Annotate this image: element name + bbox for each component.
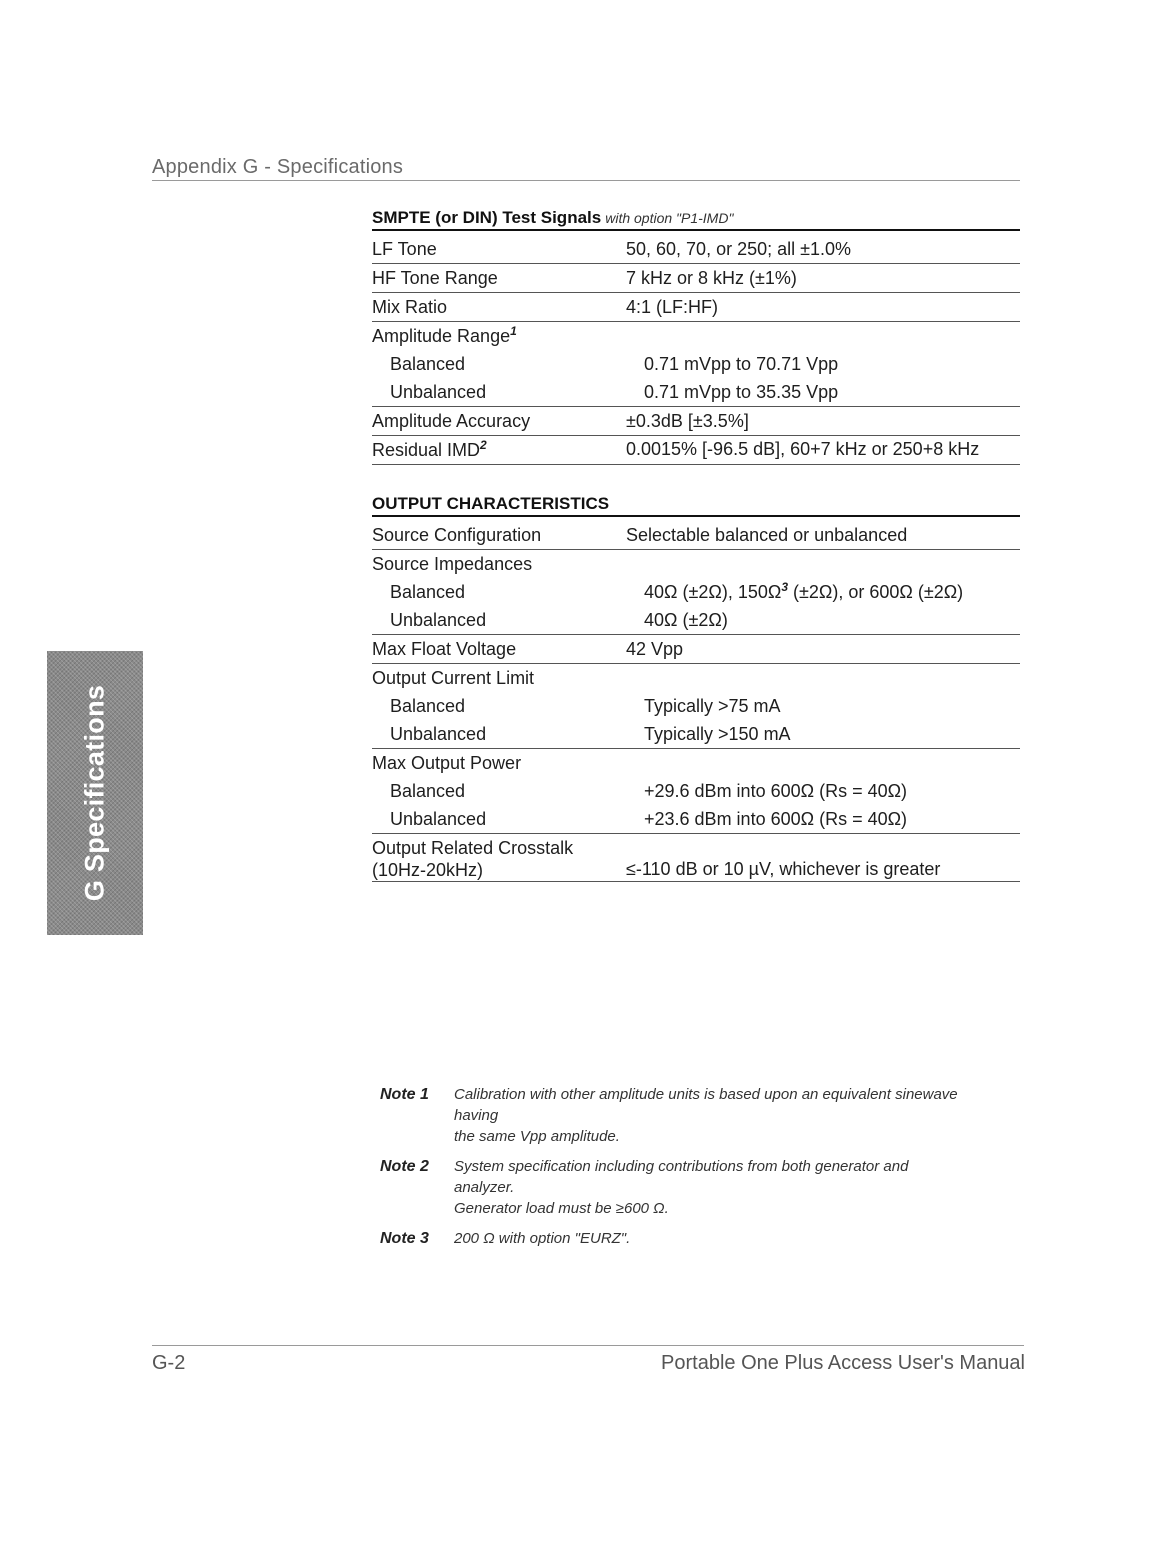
section-tab (47, 651, 143, 935)
section-tab-label: G Specifications (79, 684, 110, 902)
spec-row-unbalanced (372, 805, 1020, 834)
smpte-table-title (372, 208, 1020, 231)
spec-row-output-current-limit (372, 664, 1020, 692)
spec-label: HF Tone Range (372, 268, 498, 288)
spec-row-amplitude-range (372, 322, 1020, 350)
spec-label: Max Output Power (372, 753, 522, 773)
spec-row-unbalanced (372, 720, 1020, 749)
spec-row-hf-tone-range (372, 264, 1020, 293)
footnote-3 (380, 1228, 1030, 1249)
spec-value: Selectable balanced or unbalanced (626, 525, 908, 545)
spec-value: 40Ω (±2Ω) (644, 610, 728, 630)
output-spec-table (372, 494, 1020, 882)
smpte-spec-table (372, 208, 1020, 465)
spec-label: Balanced (390, 696, 466, 716)
spec-row-output-related-crosstalk (372, 834, 1020, 882)
spec-label: Amplitude Accuracy (372, 411, 531, 431)
spec-value (626, 664, 1020, 692)
spec-value: +23.6 dBm into 600Ω (Rs = 40Ω) (644, 809, 908, 829)
spec-label: Output Current Limit (372, 668, 535, 688)
output-table-title: OUTPUT CHARACTERISTICS (372, 494, 1020, 517)
spec-row-source-impedances (372, 550, 1020, 578)
spec-label: Source Impedances (372, 554, 533, 574)
spec-value: +29.6 dBm into 600Ω (Rs = 40Ω) (644, 781, 908, 801)
spec-label: Amplitude Range$^1$ (372, 324, 517, 346)
page-number: G-2 (152, 1352, 186, 1374)
spec-label: Max Float Voltage (372, 639, 517, 659)
spec-row-amplitude-accuracy (372, 407, 1020, 436)
spec-value (626, 550, 1020, 578)
spec-value: Typically >150 mA (644, 724, 791, 744)
spec-row-unbalanced (372, 606, 1020, 635)
spec-row-lf-tone (372, 235, 1020, 264)
spec-value (626, 749, 1020, 777)
spec-row-balanced (372, 777, 1020, 805)
spec-value: ±0.3dB [±3.5%] (626, 411, 749, 431)
spec-label: Balanced (390, 354, 466, 374)
spec-value: 42 Vpp (626, 639, 684, 659)
running-head: Appendix G - Specifications (152, 156, 1020, 181)
note-text: Calibration with other amplitude units is based upon an equivalent sinewave having the same Vpp amplitude. (454, 1086, 958, 1145)
spec-label: Residual IMD$^2$ (372, 438, 487, 460)
spec-value: 0.0015% [-96.5 dB], 60+7 kHz or 250+8 kHz (626, 439, 980, 459)
spec-value: ≤-110 dB or 10 µV, whichever is greater (626, 859, 941, 879)
spec-label: Unbalanced (390, 610, 487, 630)
spec-value: 50, 60, 70, or 250; all ±1.0% (626, 239, 852, 259)
spec-row-max-float-voltage (372, 635, 1020, 664)
spec-label: Balanced (390, 781, 466, 801)
spec-label: LF Tone (372, 239, 437, 259)
footnote-ref: 1 (510, 324, 517, 338)
spec-row-max-output-power (372, 749, 1020, 777)
spec-row-mix-ratio (372, 293, 1020, 322)
spec-value (626, 322, 1020, 350)
spec-label: Output Related Crosstalk (10Hz-20kHz) (372, 838, 574, 880)
spec-row-balanced (372, 692, 1020, 720)
spec-label: Unbalanced (390, 382, 487, 402)
footnote-2 (380, 1156, 1030, 1219)
note-text: System specification including contributions from both generator and analyzer. Generator load must be ≥600 Ω. (454, 1158, 909, 1217)
smpte-option-text: with option "P1-IMD" (605, 210, 734, 226)
spec-value: 40Ω (±2Ω), $150\Omega^3$ (±2Ω), or 600Ω (±2Ω) (644, 580, 964, 602)
footer-rule (152, 1345, 1024, 1346)
spec-row-residual-imd (372, 436, 1020, 465)
manual-title: Portable One Plus Access User's Manual (661, 1352, 1025, 1374)
spec-value: 4:1 (LF:HF) (626, 297, 719, 317)
spec-label: Balanced (390, 582, 466, 602)
smpte-title-text: SMPTE (or DIN) Test Signals (372, 208, 602, 227)
note-text: 200 Ω with option "EURZ". (454, 1230, 631, 1247)
spec-row-source-configuration (372, 521, 1020, 550)
footnote-ref: 3 (781, 580, 788, 594)
note-label: Note 1 (380, 1086, 429, 1103)
spec-row-balanced (372, 350, 1020, 378)
footnote-1 (380, 1084, 1030, 1147)
spec-label: Source Configuration (372, 525, 542, 545)
spec-value: 7 kHz or 8 kHz (±1%) (626, 268, 797, 288)
spec-row-unbalanced (372, 378, 1020, 407)
spec-value: 0.71 mVpp to 35.35 Vpp (644, 382, 839, 402)
spec-value: Typically >75 mA (644, 696, 781, 716)
spec-label: Unbalanced (390, 809, 487, 829)
spec-label: Unbalanced (390, 724, 487, 744)
spec-value: 0.71 mVpp to 70.71 Vpp (644, 354, 839, 374)
footnote-ref: 2 (480, 438, 487, 452)
footnotes (380, 1084, 1030, 1258)
spec-label: Mix Ratio (372, 297, 448, 317)
spec-row-balanced (372, 578, 1020, 606)
note-label: Note 3 (380, 1230, 429, 1247)
note-label: Note 2 (380, 1158, 429, 1175)
